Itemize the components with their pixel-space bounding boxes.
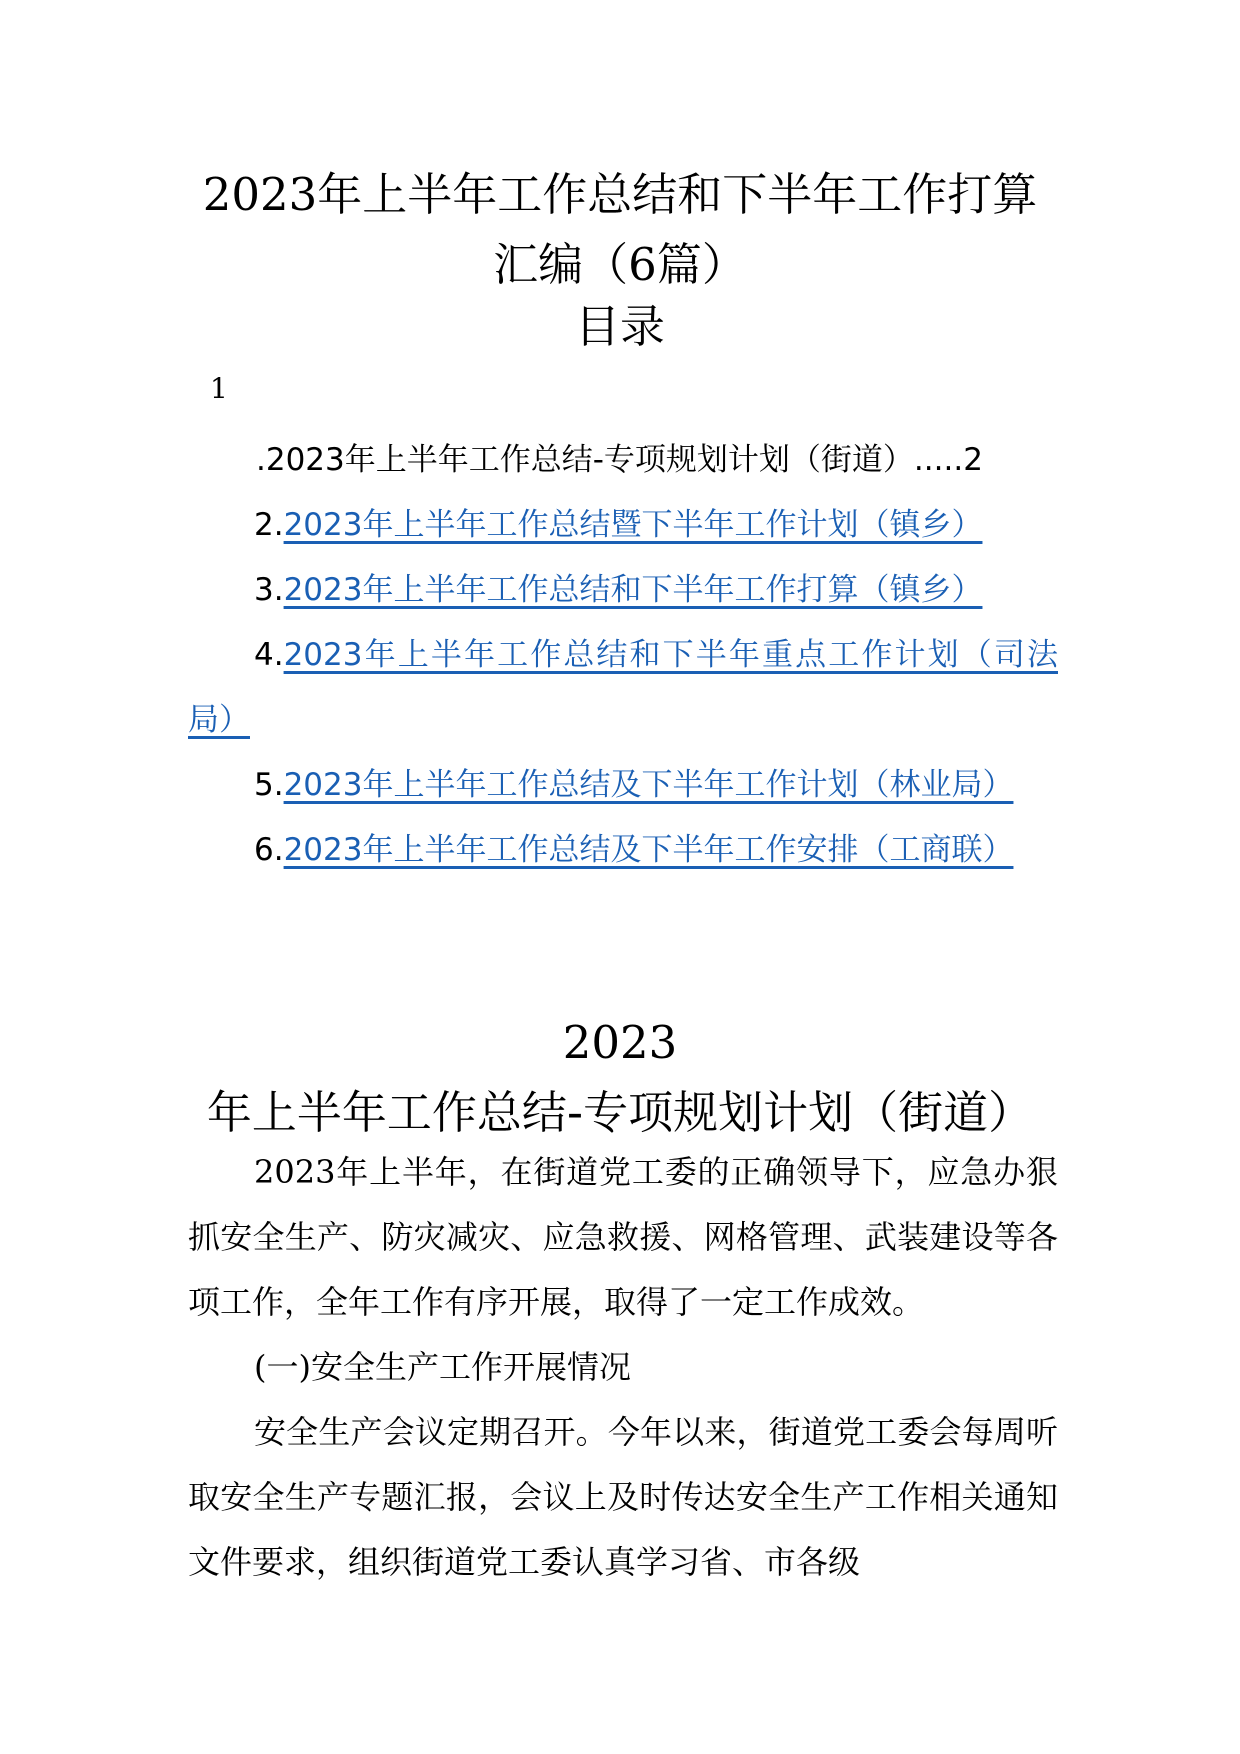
document-title-year: 2023 xyxy=(202,168,318,221)
toc-heading: 目录 xyxy=(574,300,665,353)
toc-item-link[interactable]: 2023年上半年工作总结和下半年重点工作计划（司法局） xyxy=(188,637,1058,738)
toc-item[interactable] xyxy=(188,818,1058,883)
document-title-text: 年上半年工作总结和下半年工作打算 xyxy=(317,168,1038,221)
toc-item[interactable] xyxy=(188,753,1058,818)
document-title-line2-post: 篇） xyxy=(656,238,747,291)
document-title-count: 6 xyxy=(628,238,657,291)
toc-item-link[interactable]: 2023年上半年工作总结和下半年工作打算（镇乡） xyxy=(283,572,983,608)
toc-item-number: 3. xyxy=(254,572,284,608)
document-title xyxy=(150,160,1090,300)
toc-item-link[interactable]: 2023年上半年工作总结及下半年工作计划（林业局） xyxy=(283,767,1014,803)
section-title-year: 2023 xyxy=(562,1016,678,1069)
paragraph-intro-year: 2023 xyxy=(254,1153,336,1191)
toc-item-link[interactable]: 2023年上半年工作总结暨下半年工作计划（镇乡） xyxy=(283,507,983,543)
toc-item-number: 2. xyxy=(254,507,284,543)
page-number: 1 xyxy=(210,372,228,405)
table-of-contents xyxy=(188,428,1058,883)
paragraph-intro xyxy=(188,1140,1058,1335)
subheading-safety xyxy=(188,1335,1058,1400)
subheading-text: 安全生产工作开展情况 xyxy=(310,1348,631,1386)
document-title-line2-pre: 汇编（ xyxy=(493,238,629,291)
toc-item-number: 4. xyxy=(254,637,284,673)
toc-item-text: 2023年上半年工作总结-专项规划计划（街道）.....2 xyxy=(265,442,983,478)
paragraph-safety-meetings: 安全生产会议定期召开。今年以来，街道党工委会每周听取安全生产专题汇报，会议上及时传达安全生产工作相关通知文件要求，组织街道党工委认真学习省、市各级 xyxy=(188,1413,1058,1581)
toc-item xyxy=(188,428,1058,493)
section-title-text: 年上半年工作总结-专项规划计划（街道） xyxy=(206,1086,1034,1139)
toc-item-number: . xyxy=(256,442,266,478)
subheading-marker: (一) xyxy=(254,1348,311,1386)
toc-item-number: 6. xyxy=(254,832,284,868)
section-title xyxy=(150,1008,1090,1148)
toc-item-link[interactable]: 2023年上半年工作总结及下半年工作安排（工商联） xyxy=(283,832,1014,868)
toc-item[interactable] xyxy=(188,558,1058,623)
toc-item[interactable] xyxy=(188,623,1058,753)
toc-item-number: 5. xyxy=(254,767,284,803)
toc-item[interactable] xyxy=(188,493,1058,558)
paragraph-intro-text: 年上半年，在街道党工委的正确领导下，应急办狠抓安全生产、防灾减灾、应急救援、网格管理、武装建设等各项工作，全年工作有序开展，取得了一定工作成效。 xyxy=(188,1153,1058,1321)
section-body xyxy=(188,1140,1058,1595)
